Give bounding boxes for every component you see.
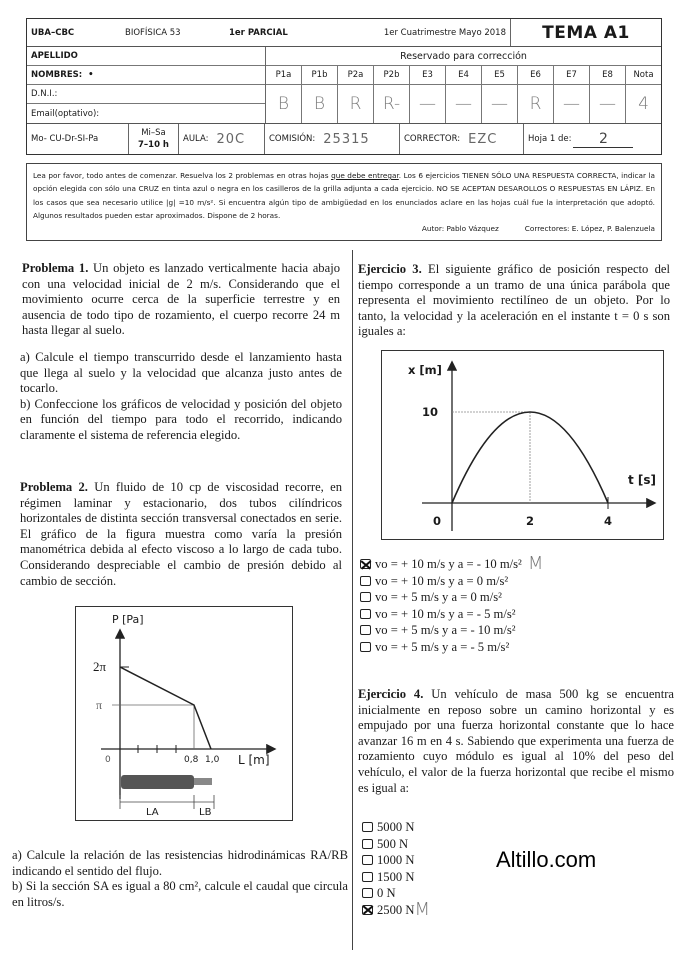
grade-cell: R bbox=[338, 85, 374, 123]
option[interactable]: vo = + 5 m/s y a = - 10 m/s² bbox=[360, 622, 543, 639]
comision-field[interactable]: COMISIÓN: 25315 bbox=[265, 124, 400, 154]
grid-header: Nota bbox=[633, 70, 654, 80]
instructions-box: Lea por favor, todo antes de comenzar. Resuelva los 2 problemas en otras hojas que debe entregar. Los 6 ejercicios TIENEN SÓLO UNA RESPUESTA CORRECTA, indicar la opción elegida con sólo una CRUZ en tinta azul o negra en los casilleros de la grilla adjunta a cada ejercicio. NO SE ACEPTAN DESAROLLOS O RESPUESTAS EN LÁPIZ. En los casos que sea necesario utilice |g| =10 m/s². Si encuentra algún tipo de ambigüedad en los enunciados aclare en las hojas cuál fue la interpretación que adoptó. Algunos resultados pueden estar aproximados. Dispone de 2 horas. Autor: Pablo Vázquez Correctores: E. López, P. Balenzuela bbox=[26, 163, 662, 241]
problem-1-questions: a) Calcule el tiempo transcurrido desde el lanzamiento hasta que llega al suelo y la velocidad que alcanza justo antes de tocarlo. b) Confeccione los gráficos de velocidad y posición del objeto en función del tiempo para todo el recorrido, indicando claramente el sistema de referencia elegido. bbox=[20, 350, 342, 442]
problem-2-questions: a) Calcule la relación de las resistencias hidrodinámicas RA/RB indicando el sentido del flujo. b) Si la sección SA es igual a 80 cm², calcule el caudal que circula en litros/s. bbox=[12, 848, 348, 909]
grid-header: P2b bbox=[374, 66, 410, 84]
subject: BIOFÍSICA 53 bbox=[125, 27, 181, 38]
option[interactable]: vo = + 5 m/s y a = 0 m/s² bbox=[360, 589, 543, 606]
grid-header: E8 bbox=[590, 66, 626, 84]
exam-header bbox=[26, 18, 662, 155]
grader-mark: M bbox=[414, 898, 430, 920]
reserved-title: Reservado para corrección bbox=[266, 47, 661, 66]
grade-cell: — bbox=[554, 85, 590, 123]
option[interactable]: vo = + 5 m/s y a = - 5 m/s² bbox=[360, 639, 543, 656]
aula-field[interactable]: AULA: 20C bbox=[179, 124, 265, 154]
option[interactable]: 0 N bbox=[362, 885, 430, 902]
sede: Mo- CU-Dr-SI-Pa bbox=[27, 124, 129, 154]
option[interactable]: 5000 N bbox=[362, 819, 430, 836]
pressure-length-figure: P [Pa] 2π π 0 0,8 1,0 L [m] LA LB bbox=[75, 606, 293, 821]
option[interactable]: 1000 N bbox=[362, 852, 430, 869]
schedule: Mi–Sa 7–10 h bbox=[129, 124, 179, 154]
correctors: Correctores: E. López, P. Balenzuela bbox=[524, 224, 655, 234]
grade-cell: — bbox=[446, 85, 482, 123]
checkbox[interactable] bbox=[362, 822, 373, 832]
grid-header: E4 bbox=[446, 66, 482, 84]
corrector-field[interactable]: CORRECTOR: EZC bbox=[400, 124, 524, 154]
problem-1: Problema 1. Un objeto es lanzado verticalmente hacia abajo con una velocidad inicial de 2 m/s. Considerando que el movimiento ocurre cerca de la superficie terrestre y en ausencia de todo tipo de rozamiento, el cuerpo recorre 24 m hasta llegar al suelo. bbox=[22, 261, 340, 338]
grid-header: E3 bbox=[410, 66, 446, 84]
grade-cell: — bbox=[410, 85, 446, 123]
checked-checkbox[interactable] bbox=[362, 905, 373, 915]
exam-name: 1er PARCIAL bbox=[229, 27, 288, 38]
tema-title: TEMA A1 bbox=[542, 22, 630, 43]
grid-header: P2a bbox=[338, 66, 374, 84]
problem-2: Problema 2. Un fluido de 10 cp de viscosidad recorre, en régimen laminar y estacionario, dos tubos cilíndricos horizontales de distinta sección transversal conectados en serie. El gráfico de la figura muestra como varía la presión manométrica debida al efecto viscoso a lo largo de cada tubo. Considerando despreciable el cambio de presión debido al cambio de sección. bbox=[20, 480, 342, 588]
checkbox[interactable] bbox=[360, 642, 371, 652]
option[interactable]: vo = + 10 m/s y a = - 10 m/s² M bbox=[360, 556, 543, 573]
grade-cell: — bbox=[482, 85, 518, 123]
checked-checkbox[interactable] bbox=[360, 559, 371, 569]
grade-cell: — bbox=[590, 85, 626, 123]
hoja-field[interactable]: Hoja 1 de: 2 bbox=[524, 124, 661, 154]
position-time-figure: x [m] 10 t [s] 0 2 4 bbox=[381, 350, 664, 540]
grader-mark: M bbox=[527, 553, 544, 574]
grid-header: E7 bbox=[554, 66, 590, 84]
author: Autor: Pablo Vázquez bbox=[421, 224, 499, 234]
option[interactable]: 1500 N bbox=[362, 869, 430, 886]
checkbox[interactable] bbox=[360, 592, 371, 602]
nombres-field[interactable]: NOMBRES: • bbox=[27, 66, 265, 85]
correction-grid bbox=[266, 47, 661, 123]
checkbox[interactable] bbox=[362, 888, 373, 898]
checkbox[interactable] bbox=[362, 855, 373, 865]
checkbox[interactable] bbox=[360, 576, 371, 586]
option[interactable]: 500 N bbox=[362, 836, 430, 853]
option[interactable]: vo = + 10 m/s y a = 0 m/s² bbox=[360, 573, 543, 590]
grid-header: E6 bbox=[518, 66, 554, 84]
option[interactable]: vo = + 10 m/s y a = - 5 m/s² bbox=[360, 606, 543, 623]
checkbox[interactable] bbox=[360, 609, 371, 619]
exercise-4: Ejercicio 4. Un vehículo de masa 500 kg se encuentra inicialmente en reposo sobre un camino horizontal y es empujado por una fuerza horizontal constante que lo hace avanzar 16 m en 4 s. Sabiendo que experimenta una fuerza de rozamiento cuyo módulo es igual al 10% del peso del vehículo, el valor de la fuerza horizontal que recibe el mismo es igual a: bbox=[358, 687, 674, 795]
institution: UBA–CBC bbox=[31, 27, 75, 38]
exercise-3-options bbox=[360, 553, 544, 655]
watermark: Altillo.com bbox=[496, 847, 597, 872]
column-divider bbox=[352, 250, 353, 950]
grade-cell: B bbox=[302, 85, 338, 123]
grade-cell: B bbox=[266, 85, 302, 123]
apellido-field[interactable]: APELLIDO bbox=[27, 47, 265, 66]
grade-cell: R bbox=[518, 85, 554, 123]
checkbox[interactable] bbox=[360, 625, 371, 635]
grid-header: P1b bbox=[302, 66, 338, 84]
term: 1er Cuatrimestre Mayo 2018 bbox=[337, 19, 511, 46]
final-grade: 4 bbox=[638, 94, 649, 114]
grade-cell: R- bbox=[374, 85, 410, 123]
exercise-4-options bbox=[362, 819, 430, 918]
email-field[interactable]: Email(optativo): bbox=[31, 108, 100, 119]
grid-header: E5 bbox=[482, 66, 518, 84]
exercise-3: Ejercicio 3. El siguiente gráfico de posición respecto del tiempo corresponde a un tramo de una única parábola que representa el movimiento rectilíneo de un objeto. Por lo tanto, la velocidad y la aceleración en el instante t = 0 s son iguales a: bbox=[358, 262, 670, 339]
checkbox[interactable] bbox=[362, 872, 373, 882]
checkbox[interactable] bbox=[362, 839, 373, 849]
grid-header: P1a bbox=[266, 66, 302, 84]
dni-field[interactable]: D.N.I.: bbox=[27, 85, 265, 104]
option[interactable]: 2500 N M bbox=[362, 902, 430, 919]
